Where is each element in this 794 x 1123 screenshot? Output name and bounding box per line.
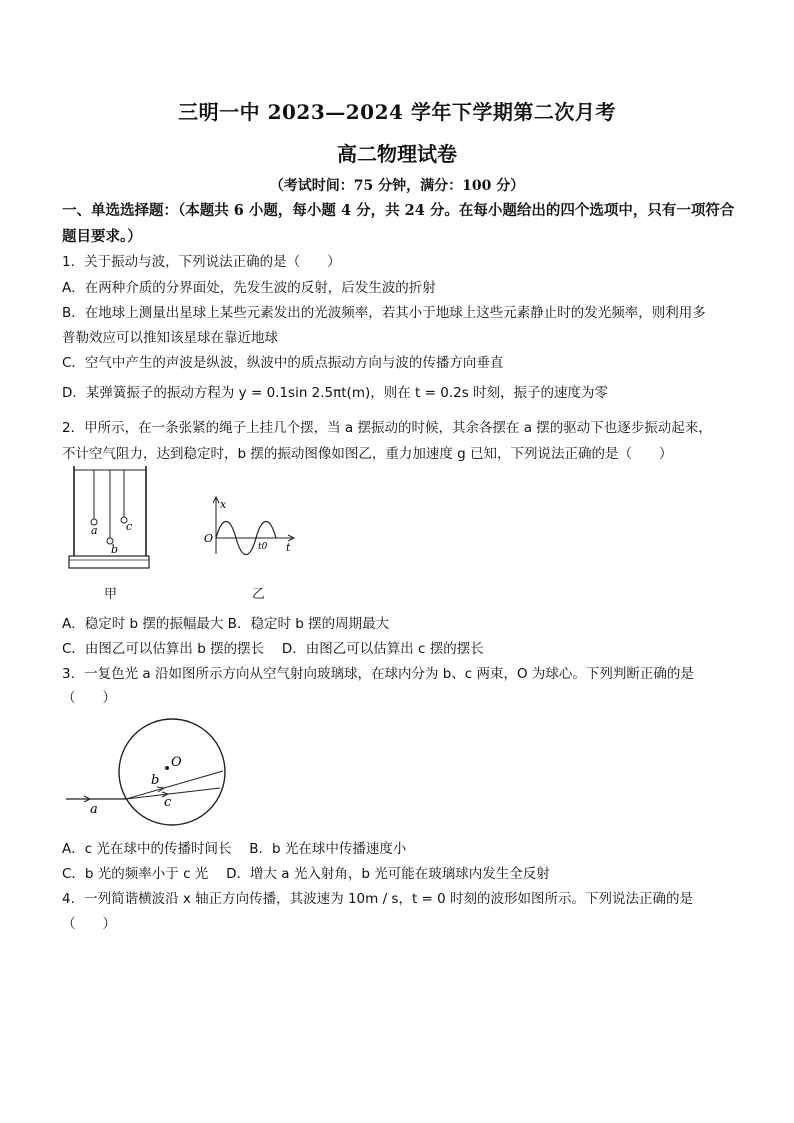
exam-subtitle: 高二物理试卷: [337, 142, 457, 166]
beam-c-label: c: [164, 795, 172, 810]
pendulum-a-label: a: [91, 524, 98, 537]
q3-options-ab: A．c 光在球中的传播时间长 B．b 光在球中传播速度小: [62, 841, 407, 857]
graph-t0-label: t0: [258, 542, 268, 552]
pendulum-c-label: c: [126, 520, 133, 533]
q2-stem-line1: 2．甲所示，在一条张紧的绳子上挂几个摆，当 a 摆振动的时候，其余各摆在 a 摆的驱动下也逐步振动起来，: [62, 420, 712, 436]
q2-options-cd: C．由图乙可以估算出 b 摆的摆长 D．由图乙可以估算出 c 摆的摆长: [62, 641, 484, 657]
fig-jia-caption: 甲: [104, 587, 118, 602]
beam-b-label: b: [151, 773, 160, 788]
beam-a-label: a: [90, 802, 98, 817]
q1-option-b-line1: B．在地球上测量出星球上某些元素发出的光波频率，若其小于地球上这些元素静止时的发光频率，则利用多: [62, 305, 706, 321]
q1-option-d: D．某弹簧振子的振动方程为 y = 0.1sin 2.5πt(m)，则在 t = 0.2s 时刻，振子的速度为零: [62, 385, 609, 401]
q1-option-c: C．空气中产生的声波是纵波，纵波中的质点振动方向与波的传播方向垂直: [62, 355, 504, 371]
pendulum-figure: [66, 464, 152, 572]
q4-stem-line1: 4．一列简谐横波沿 x 轴正方向传播，其波速为 10m / s，t = 0 时刻的波形如图所示。下列说法正确的是: [62, 891, 694, 907]
graph-origin-label: O: [204, 532, 214, 545]
pendulum-b-label: b: [111, 543, 119, 556]
q1-option-a: A．在两种介质的分界面处，先发生波的反射，后发生波的折射: [62, 280, 436, 296]
q3-options-cd: C．b 光的频率小于 c 光 D．增大 a 光入射角，b 光可能在玻璃球内发生全反射: [62, 866, 550, 882]
q3-stem-line1: 3．一复色光 a 沿如图所示方向从空气射向玻璃球，在球内分为 b、c 两束，O 为球心。下列判断正确的是: [62, 666, 694, 682]
q2-options-ab: A．稳定时 b 摆的振幅最大 B．稳定时 b 摆的周期最大: [62, 616, 390, 632]
exam-title: 三明一中 2023—2024 学年下学期第二次月考: [178, 100, 616, 124]
graph-t-label: t: [286, 541, 291, 554]
exam-info: （考试时间：75 分钟，满分：100 分）: [269, 178, 525, 194]
fig-yi-caption: 乙: [252, 587, 266, 602]
section-heading: 一、单选选择题：（本题共 6 小题，每小题 4 分，共 24 分。在每小题给出的四个选项中，只有一项符合题目要求。）: [62, 202, 735, 245]
q1-option-b-line2: 普勒效应可以推知该星球在靠近地球: [62, 330, 278, 346]
glass-sphere-figure: [62, 714, 232, 840]
q4-stem-line2: （ ）: [62, 916, 116, 932]
sphere-center-label: O: [171, 755, 182, 770]
vibration-graph: [198, 494, 300, 558]
q2-stem-line2: 不计空气阻力，达到稳定时，b 摆的振动图像如图乙，重力加速度 g 已知，下列说法正确的是（ ）: [62, 446, 673, 462]
q1-stem: 1．关于振动与波，下列说法正确的是（ ）: [62, 254, 341, 270]
q3-stem-line2: （ ）: [62, 690, 116, 706]
graph-x-label: x: [220, 498, 227, 511]
